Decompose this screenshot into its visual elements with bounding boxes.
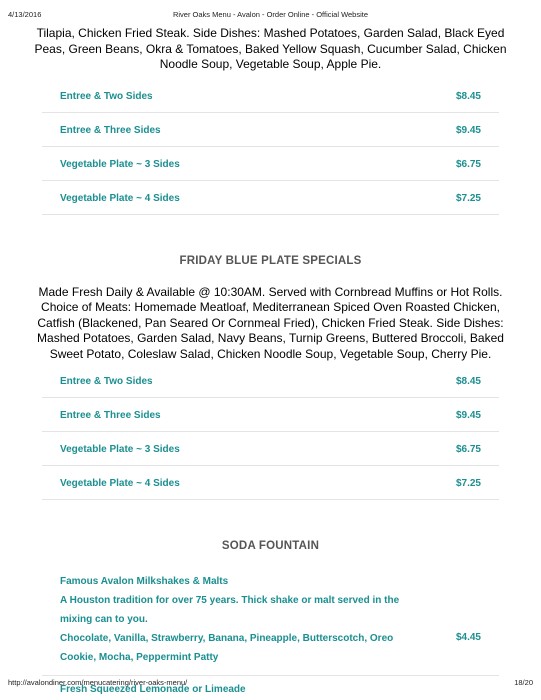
menu-item-price: $6.75 [455, 158, 481, 170]
menu-item-price: $9.45 [455, 124, 481, 136]
soda-section-title: SODA FOUNTAIN [221, 540, 320, 552]
menu-item-price: $9.45 [455, 410, 481, 421]
menu-row [42, 79, 499, 113]
menu-item-name: Vegetable Plate ~ 3 Sides [60, 444, 180, 455]
soda-menu-item [42, 564, 499, 676]
menu-item-price: $6.75 [455, 444, 481, 455]
menu-item-price: $4.45 [455, 632, 481, 643]
menu-row [42, 147, 499, 181]
menu-item-price: $7.25 [455, 192, 481, 204]
page-number: 18/20 [514, 678, 533, 687]
menu-item-flavors: Chocolate, Vanilla, Strawberry, Banana, Pineapple, Butterscotch, Oreo Cookie, Mocha, Peppermint Patty [60, 633, 394, 663]
thursday-description: Tilapia, Chicken Fried Steak. Side Dishes: Mashed Potatoes, Garden Salad, Black Eyed Peas, Green Beans, Okra & Tomatoes, Baked Yellow Squash, Cucumber Salad, Chicken Noodle Soup, Vegetable Soup, Apple Pie. [34, 26, 507, 71]
menu-item-name: Fresh Squeezed Lemonade or Limeade [60, 684, 246, 695]
menu-row [42, 113, 499, 147]
menu-item-name: Entree & Three Sides [60, 124, 161, 136]
menu-row [42, 181, 499, 215]
menu-row [42, 466, 499, 500]
menu-item-price: $7.25 [455, 478, 481, 489]
menu-item-price: $8.45 [455, 376, 481, 387]
print-url: http://avalondiner.com/menucatering/river-oaks-menu/ [8, 678, 188, 687]
menu-row [42, 364, 499, 398]
menu-row [42, 398, 499, 432]
thursday-menu-list [42, 79, 499, 215]
menu-item-name: Vegetable Plate ~ 3 Sides [60, 158, 180, 170]
print-footer [8, 678, 533, 690]
friday-section-title: FRIDAY BLUE PLATE SPECIALS [179, 254, 362, 267]
menu-item-name: Entree & Two Sides [60, 90, 153, 102]
menu-item-name: Entree & Three Sides [60, 410, 161, 421]
print-date: 4/13/2016 [8, 10, 42, 19]
menu-item-name: Vegetable Plate ~ 4 Sides [60, 478, 180, 489]
friday-description: Made Fresh Daily & Available @ 10:30AM. Served with Cornbread Muffins or Hot Rolls. Choice of Meats: Homemade Meatloaf, Mediterranean Spiced Oven Roasted Chicken, Catfish (Blackened, Pan Seared Or Cornmeal Fried), Chicken Fried Steak. Side Dishes: Mashed Potatoes, Garden Salad, Navy Beans, Turnip Greens, Buttered Broccoli, Baked Sweet Potato, Coleslaw Salad, Chicken Noodle Soup, Vegetable Soup, Cherry Pie. [37, 284, 504, 361]
menu-item-description: A Houston tradition for over 75 years. Thick shake or malt served in the mixing can to you. [60, 595, 400, 625]
menu-row [42, 432, 499, 466]
menu-item-name: Vegetable Plate ~ 4 Sides [60, 192, 180, 204]
menu-item-name: Entree & Two Sides [60, 376, 153, 387]
friday-menu-list [42, 364, 499, 500]
print-title: River Oaks Menu - Avalon - Order Online - Official Website [172, 10, 369, 19]
menu-item-name: Famous Avalon Milkshakes & Malts [60, 576, 229, 587]
menu-item-price: $8.45 [455, 90, 481, 102]
print-header [8, 10, 533, 22]
page-content [0, 26, 541, 700]
